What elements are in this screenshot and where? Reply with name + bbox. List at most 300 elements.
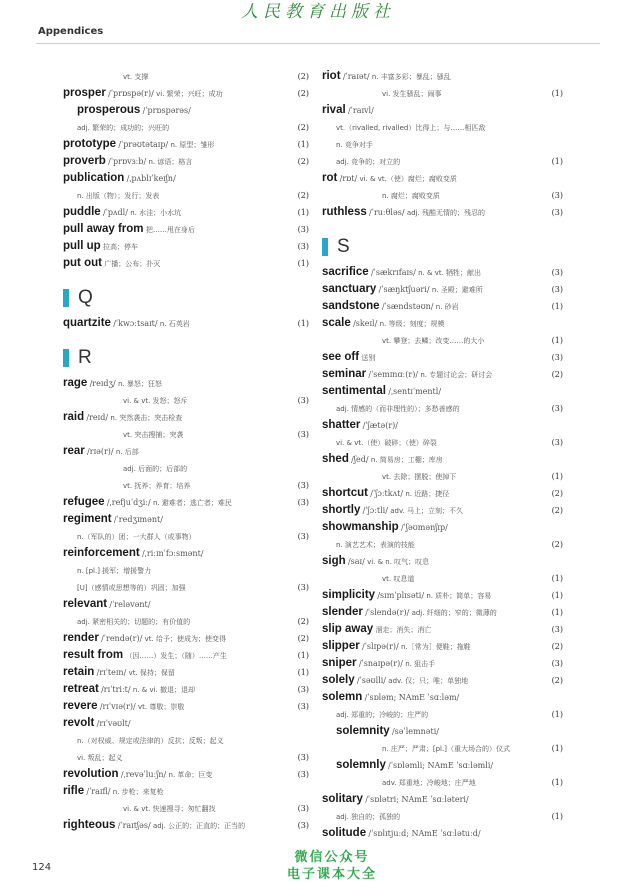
glossary-sense	[63, 732, 309, 749]
section-heading	[322, 230, 563, 264]
unit-number: (2)	[297, 89, 309, 98]
pronunciation: /ˈʃəʊmənʃɪp/	[400, 523, 448, 532]
glossary-entry	[322, 638, 563, 655]
definition: adv. 郑重地；冷峻地；庄严地	[382, 779, 476, 787]
definition: n. 石英岩	[159, 320, 190, 328]
unit-number: (3)	[551, 268, 563, 277]
headword: simplicity	[322, 589, 376, 601]
headword: solemnity	[336, 725, 390, 737]
glossary-sense	[63, 613, 309, 630]
glossary-sense	[322, 400, 563, 417]
pronunciation: /rɒt/	[339, 174, 358, 183]
glossary-entry	[63, 766, 309, 783]
definition: vi. & vt.（使）破碎；（使）碎裂	[336, 439, 437, 447]
glossary-entry	[63, 204, 309, 221]
unit-number: (3)	[297, 498, 309, 507]
unit-number: (2)	[297, 191, 309, 200]
unit-number: (3)	[551, 285, 563, 294]
definition: n. 谚语；格言	[148, 158, 193, 166]
unit-number: (2)	[297, 157, 309, 166]
unit-number: (2)	[551, 370, 563, 379]
section-marker	[322, 238, 328, 256]
definition: vi. 叛乱；起义	[77, 754, 123, 762]
pronunciation: /ˈsæŋktʃuəri/	[378, 285, 430, 294]
glossary-entry	[63, 409, 309, 426]
glossary-entry	[322, 68, 563, 85]
pronunciation: /ˈpʌdl/	[103, 208, 128, 217]
glossary-entry	[322, 587, 563, 604]
section-marker	[63, 289, 69, 307]
glossary-entry	[63, 238, 309, 255]
pronunciation: /ˈsemɪnɑː(r)/	[368, 370, 419, 379]
section-gap	[63, 332, 309, 341]
definition: n. 砂岩	[435, 303, 459, 311]
glossary-entry	[322, 264, 563, 281]
pronunciation: /ˌriːɪnˈfɔːsmənt/	[141, 549, 204, 558]
glossary-sense	[63, 477, 309, 494]
pronunciation: /ˈsækrɪfaɪs/	[370, 268, 416, 277]
headword: solitary	[322, 793, 363, 805]
unit-number: (1)	[551, 157, 563, 166]
unit-number: (1)	[551, 574, 563, 583]
definition: n. 专题讨论会；研讨会	[420, 371, 493, 379]
definition: vt. 突击搜捕；突袭	[123, 431, 184, 439]
glossary-sense	[63, 579, 309, 596]
glossary-entry	[63, 102, 309, 119]
unit-number: (2)	[551, 642, 563, 651]
definition: 送别	[361, 354, 376, 362]
unit-number: (3)	[297, 242, 309, 251]
definition: vt. 支撑	[123, 73, 149, 81]
definition: n. 出版（物）；发行；发表	[77, 192, 160, 200]
headword: pull away from	[63, 223, 144, 235]
unit-number: (3)	[297, 702, 309, 711]
publisher-masthead: 人民教育出版社	[241, 2, 395, 22]
definition: adj. 郑重的；冷峻的；庄严的	[336, 711, 429, 719]
page-number: 124	[32, 862, 52, 873]
definition: adj. 后面的；后部的	[123, 465, 188, 473]
pronunciation: /rɪˈteɪn/	[96, 668, 127, 677]
glossary-entry	[63, 596, 309, 613]
glossary-entry	[63, 698, 309, 715]
headword: rifle	[63, 785, 85, 797]
glossary-entry	[63, 315, 309, 332]
definition: n. & vt. 牺牲；献出	[418, 269, 482, 277]
headword: sacrifice	[322, 266, 369, 278]
unit-number: (3)	[297, 821, 309, 830]
headword: rage	[63, 377, 88, 389]
pronunciation: /ˈkwɔːtsaɪt/	[113, 319, 158, 328]
definition: vi. & vt.（使）腐烂；腐败变质	[359, 175, 457, 183]
definition: n. 质朴；简单；容易	[426, 592, 492, 600]
glossary-sense	[322, 468, 563, 485]
glossary-sense	[63, 187, 309, 204]
glossary-sense	[63, 119, 309, 136]
headword: relevant	[63, 598, 108, 610]
headword: solemn	[322, 691, 363, 703]
pronunciation: /ˈprɒspərəs/	[142, 106, 191, 115]
definition: 广播；公布；扑灭	[104, 260, 161, 268]
pronunciation: /rɪə(r)/	[87, 447, 114, 456]
headword: solemnly	[336, 759, 386, 771]
glossary-sense	[322, 332, 563, 349]
glossary-entry	[322, 417, 563, 434]
headword: solely	[322, 674, 355, 686]
definition: vt. 保持；保留	[128, 669, 175, 677]
definition: vt. 给予；使成为；使变得	[144, 635, 226, 643]
glossary-entry	[322, 689, 563, 706]
headword: puddle	[63, 206, 101, 218]
glossary-entry	[63, 375, 309, 392]
glossary-entry	[322, 315, 563, 332]
pronunciation: /ˌsentɪˈmentl/	[388, 387, 442, 396]
unit-number: (1)	[297, 140, 309, 149]
definition: vt. 去除；摆脱；使掉下	[382, 473, 457, 481]
headword: render	[63, 632, 99, 644]
unit-number: (1)	[551, 591, 563, 600]
glossary-column-right	[322, 68, 563, 842]
glossary-entry	[63, 255, 309, 272]
unit-number: (1)	[297, 208, 309, 217]
headword: sigh	[322, 555, 346, 567]
headword: sanctuary	[322, 283, 377, 295]
glossary-entry	[63, 817, 309, 834]
definition: 拉高；停车	[102, 243, 138, 251]
glossary-sense	[63, 528, 309, 545]
pronunciation: /sɪmˈplɪsəti/	[377, 591, 425, 600]
headword: solitude	[322, 827, 367, 839]
definition: n. 步枪；来复枪	[112, 788, 164, 796]
unit-number: (1)	[551, 812, 563, 821]
unit-number: (3)	[297, 481, 309, 490]
headword: slip away	[322, 623, 374, 635]
pronunciation: /saɪ/	[347, 557, 365, 566]
headword: retain	[63, 666, 95, 678]
definition: n. 水洼；小水坑	[130, 209, 182, 217]
definition: 把……甩在身后	[145, 226, 195, 234]
definition: n. 近路；捷径	[405, 490, 450, 498]
glossary-sense	[322, 706, 563, 723]
definition: n. 腐烂；腐败变质	[382, 192, 440, 200]
definition: n. 等级；刻度；规模	[379, 320, 445, 328]
section-letter: Q	[78, 287, 93, 308]
section-marker	[63, 349, 69, 367]
unit-number: (1)	[297, 651, 309, 660]
glossary-entry	[322, 519, 563, 536]
definition: vi. & vt. 发怒；怒斥	[123, 397, 188, 405]
definition: n.（军队的）团；一大群人（或事物）	[77, 533, 196, 541]
glossary-sense	[322, 570, 563, 587]
unit-number: (3)	[551, 404, 563, 413]
headword: prosper	[63, 87, 106, 99]
glossary-entry	[322, 485, 563, 502]
glossary-entry	[322, 621, 563, 638]
pronunciation: /ˈreləvənt/	[109, 600, 151, 609]
definition: adv. 仅；只；唯；单独地	[388, 677, 469, 685]
pronunciation: /ˈslendə(r)/	[365, 608, 410, 617]
headword: result from	[63, 649, 124, 661]
glossary-sense	[63, 460, 309, 477]
glossary-sense	[322, 536, 563, 553]
unit-number: (1)	[551, 744, 563, 753]
unit-number: (1)	[551, 778, 563, 787]
pronunciation: /ˌrevəˈluːʃn/	[120, 770, 167, 779]
definition: adj. 残酷无情的；残忍的	[406, 209, 485, 217]
pronunciation: /ˈprɒvɜːb/	[108, 157, 147, 166]
definition: n. 突然袭击；突击检查	[110, 414, 183, 422]
header-rule	[36, 43, 600, 44]
glossary-entry	[63, 494, 309, 511]
glossary-entry	[322, 349, 563, 366]
pronunciation: /ˈruːθləs/	[369, 208, 405, 217]
definition: vt. 叹息道	[382, 575, 415, 583]
glossary-entry	[63, 715, 309, 732]
definition: vt. 攀登；去鳞；改变……的大小	[382, 337, 485, 345]
pronunciation: /ˈprɒspə(r)/	[108, 89, 154, 98]
glossary-sense	[322, 808, 563, 825]
pronunciation: /ˈsɒlɪtjuːd; NAmE ˈsɑːlətuːd/	[368, 829, 481, 838]
glossary-sense	[322, 434, 563, 451]
definition: n. 原型；雏形	[170, 141, 215, 149]
glossary-entry	[322, 502, 563, 519]
appendix-label: Appendices	[38, 26, 104, 37]
glossary-sense	[322, 774, 563, 791]
glossary-entry	[322, 451, 563, 468]
definition: adj. 情感的（而非理性的）；多愁善感的	[336, 405, 460, 413]
unit-number: (1)	[551, 710, 563, 719]
glossary-entry	[63, 681, 309, 698]
unit-number: (2)	[297, 617, 309, 626]
definition: adj. 繁荣的；成功的；兴旺的	[77, 124, 170, 132]
pronunciation: /rɪˈvəʊlt/	[96, 719, 131, 728]
definition: adj. 紧密相关的；切题的；有价值的	[77, 618, 191, 626]
headword: reinforcement	[63, 547, 140, 559]
pronunciation: /skeɪl/	[353, 319, 378, 328]
unit-number: (2)	[551, 676, 563, 685]
headword: righteous	[63, 819, 116, 831]
unit-number: (3)	[551, 438, 563, 447]
unit-number: (1)	[297, 668, 309, 677]
glossary-entry	[322, 170, 563, 187]
headword: sniper	[322, 657, 357, 669]
unit-number: (1)	[551, 608, 563, 617]
pronunciation: /ˈʃɔːtkʌt/	[370, 489, 404, 498]
unit-number: (3)	[297, 770, 309, 779]
unit-number: (3)	[551, 659, 563, 668]
headword: prototype	[63, 138, 117, 150]
glossary-entry	[322, 383, 563, 400]
pronunciation: /ˈraɪvl/	[347, 106, 374, 115]
glossary-entry	[322, 604, 563, 621]
headword: regiment	[63, 513, 112, 525]
watermark-line-2: 电子课本大全	[286, 867, 377, 882]
unit-number: (1)	[551, 302, 563, 311]
definition: n. 革命；巨变	[168, 771, 213, 779]
definition: n. 庄严；严肃；[pl.]（重大场合的）仪式	[382, 745, 510, 753]
headword: rot	[322, 172, 338, 184]
headword: retreat	[63, 683, 99, 695]
unit-number: (1)	[297, 259, 309, 268]
headword: refugee	[63, 496, 105, 508]
headword: showmanship	[322, 521, 399, 533]
pronunciation: /ˈslɪpə(r)/	[362, 642, 399, 651]
definition: vt. 抚养；养育；培养	[123, 482, 191, 490]
pronunciation: /ˌrefjuˈdʒiː/	[106, 498, 151, 507]
glossary-entry	[63, 647, 309, 664]
glossary-sense	[63, 426, 309, 443]
headword: revolt	[63, 717, 95, 729]
pronunciation: /ˈraɪtʃəs/	[117, 821, 151, 830]
definition: vi. & vt. 快速搜寻；匆忙翻找	[123, 805, 216, 813]
definition: adj. 纤细的；窄的；微薄的	[411, 609, 497, 617]
unit-number: (3)	[297, 804, 309, 813]
glossary-sense	[322, 136, 563, 153]
unit-number: (3)	[551, 625, 563, 634]
definition: adj. 公正的；正直的；正当的	[152, 822, 246, 830]
glossary-entry	[63, 136, 309, 153]
unit-number: (3)	[297, 583, 309, 592]
definition: n. 避难者；逃亡者；难民	[152, 499, 232, 507]
pronunciation: /ˈredʒɪmənt/	[113, 515, 163, 524]
pronunciation: /ˌpʌblɪˈkeɪʃn/	[126, 174, 176, 183]
unit-number: (1)	[551, 89, 563, 98]
unit-number: (3)	[551, 353, 563, 362]
glossary-entry	[63, 511, 309, 528]
definition: n. 暴怒；狂怒	[118, 380, 162, 388]
definition: adv. 马上；立刻；不久	[390, 507, 464, 515]
glossary-entry	[322, 672, 563, 689]
unit-number: (1)	[297, 319, 309, 328]
glossary-entry	[322, 655, 563, 672]
headword: sentimental	[322, 385, 386, 397]
unit-number: (2)	[297, 72, 309, 81]
glossary-entry	[322, 825, 563, 842]
headword: publication	[63, 172, 125, 184]
glossary-sense	[322, 85, 563, 102]
unit-number: (3)	[297, 532, 309, 541]
glossary-entry	[63, 783, 309, 800]
headword: ruthless	[322, 206, 367, 218]
glossary-entry	[322, 553, 563, 570]
definition: n. 竞争对手	[336, 141, 373, 149]
definition: n. 后部	[115, 448, 139, 456]
glossary-sense	[322, 153, 563, 170]
section-gap	[63, 272, 309, 281]
glossary-entry	[322, 366, 563, 383]
glossary-sense	[322, 119, 563, 136]
glossary-entry	[63, 170, 309, 187]
pronunciation: /ˈraɪət/	[342, 72, 370, 81]
pronunciation: /ˈsɒlətri; NAmE ˈsɑːləteri/	[365, 795, 469, 804]
unit-number: (2)	[551, 506, 563, 515]
unit-number: (2)	[551, 540, 563, 549]
headword: revere	[63, 700, 98, 712]
definition: vi. & n. 叹气；叹息	[367, 558, 430, 566]
section-gap	[322, 221, 563, 230]
glossary-entry	[63, 85, 309, 102]
glossary-entry	[322, 791, 563, 808]
pronunciation: /reɪdʒ/	[89, 379, 116, 388]
glossary-column-left	[63, 68, 309, 834]
definition: n. 狙击手	[405, 660, 436, 668]
headword: see off	[322, 351, 360, 363]
section-heading	[63, 281, 309, 315]
unit-number: (2)	[551, 489, 563, 498]
definition: 溜走；消失；消亡	[375, 626, 432, 634]
glossary-entry	[322, 757, 563, 774]
unit-number: (1)	[551, 472, 563, 481]
headword: rear	[63, 445, 85, 457]
glossary-sense	[322, 740, 563, 757]
definition: adj. 独自的；孤独的	[336, 813, 401, 821]
unit-number: (2)	[297, 634, 309, 643]
glossary-sense	[63, 562, 309, 579]
pronunciation: /ˈsɒləm; NAmE ˈsɑːləm/	[364, 693, 460, 702]
glossary-entry	[63, 630, 309, 647]
pronunciation: /ˈsnaɪpə(r)/	[358, 659, 403, 668]
definition: n.（对权威、规定或法律的）反抗；反叛；起义	[77, 737, 224, 745]
pronunciation: /ʃed/	[351, 455, 369, 464]
section-letter: S	[337, 236, 350, 257]
glossary-entry	[63, 545, 309, 562]
glossary-sense	[63, 392, 309, 409]
unit-number: (3)	[551, 191, 563, 200]
watermark-line-1: 微信公众号	[294, 850, 370, 865]
headword: proverb	[63, 155, 106, 167]
headword: shortcut	[322, 487, 368, 499]
headword: shed	[322, 453, 349, 465]
headword: slender	[322, 606, 363, 618]
unit-number: (1)	[551, 336, 563, 345]
definition: n. 简易房；工棚；库房	[370, 456, 443, 464]
unit-number: (3)	[297, 753, 309, 762]
glossary-entry	[63, 664, 309, 681]
glossary-sense	[322, 187, 563, 204]
definition: n. & vi. 撤退；退却	[132, 686, 195, 694]
pronunciation: /səˈlemnəti/	[391, 727, 439, 736]
definition: vi. 发生骚乱；闹事	[382, 90, 442, 98]
section-heading	[63, 341, 309, 375]
pronunciation: /ˈraɪfl/	[86, 787, 111, 796]
pronunciation: /rɪˈvɪə(r)/	[99, 702, 136, 711]
definition: n. 演艺艺术；表演的技能	[336, 541, 415, 549]
definition: vt. 尊敬；崇敬	[138, 703, 185, 711]
definition: n.［常为］便鞋；拖鞋	[401, 643, 471, 651]
headword: quartzite	[63, 317, 111, 329]
unit-number: (3)	[297, 225, 309, 234]
headword: prosperous	[77, 104, 141, 116]
pronunciation: /ˈsændstəʊn/	[381, 302, 434, 311]
definition: n. [pl.] 援军；增援警力	[77, 567, 152, 575]
headword: seminar	[322, 368, 367, 380]
headword: put out	[63, 257, 102, 269]
pronunciation: /ˈprəʊtətaɪp/	[118, 140, 169, 149]
glossary-sense	[63, 749, 309, 766]
pronunciation: /ˈsəʊlli/	[356, 676, 386, 685]
headword: sandstone	[322, 300, 380, 312]
glossary-entry	[322, 281, 563, 298]
section-letter: R	[78, 347, 92, 368]
definition: n. 圣殿；避难所	[431, 286, 483, 294]
unit-number: (3)	[297, 396, 309, 405]
headword: scale	[322, 317, 351, 329]
unit-number: (3)	[551, 208, 563, 217]
definition: n. 丰富多彩；暴乱；骚乱	[371, 73, 451, 81]
unit-number: (2)	[297, 123, 309, 132]
definition: vi. 繁荣；兴旺；成功	[156, 90, 223, 98]
glossary-entry	[322, 102, 563, 119]
definition: adj. 竞争的；对立的	[336, 158, 401, 166]
